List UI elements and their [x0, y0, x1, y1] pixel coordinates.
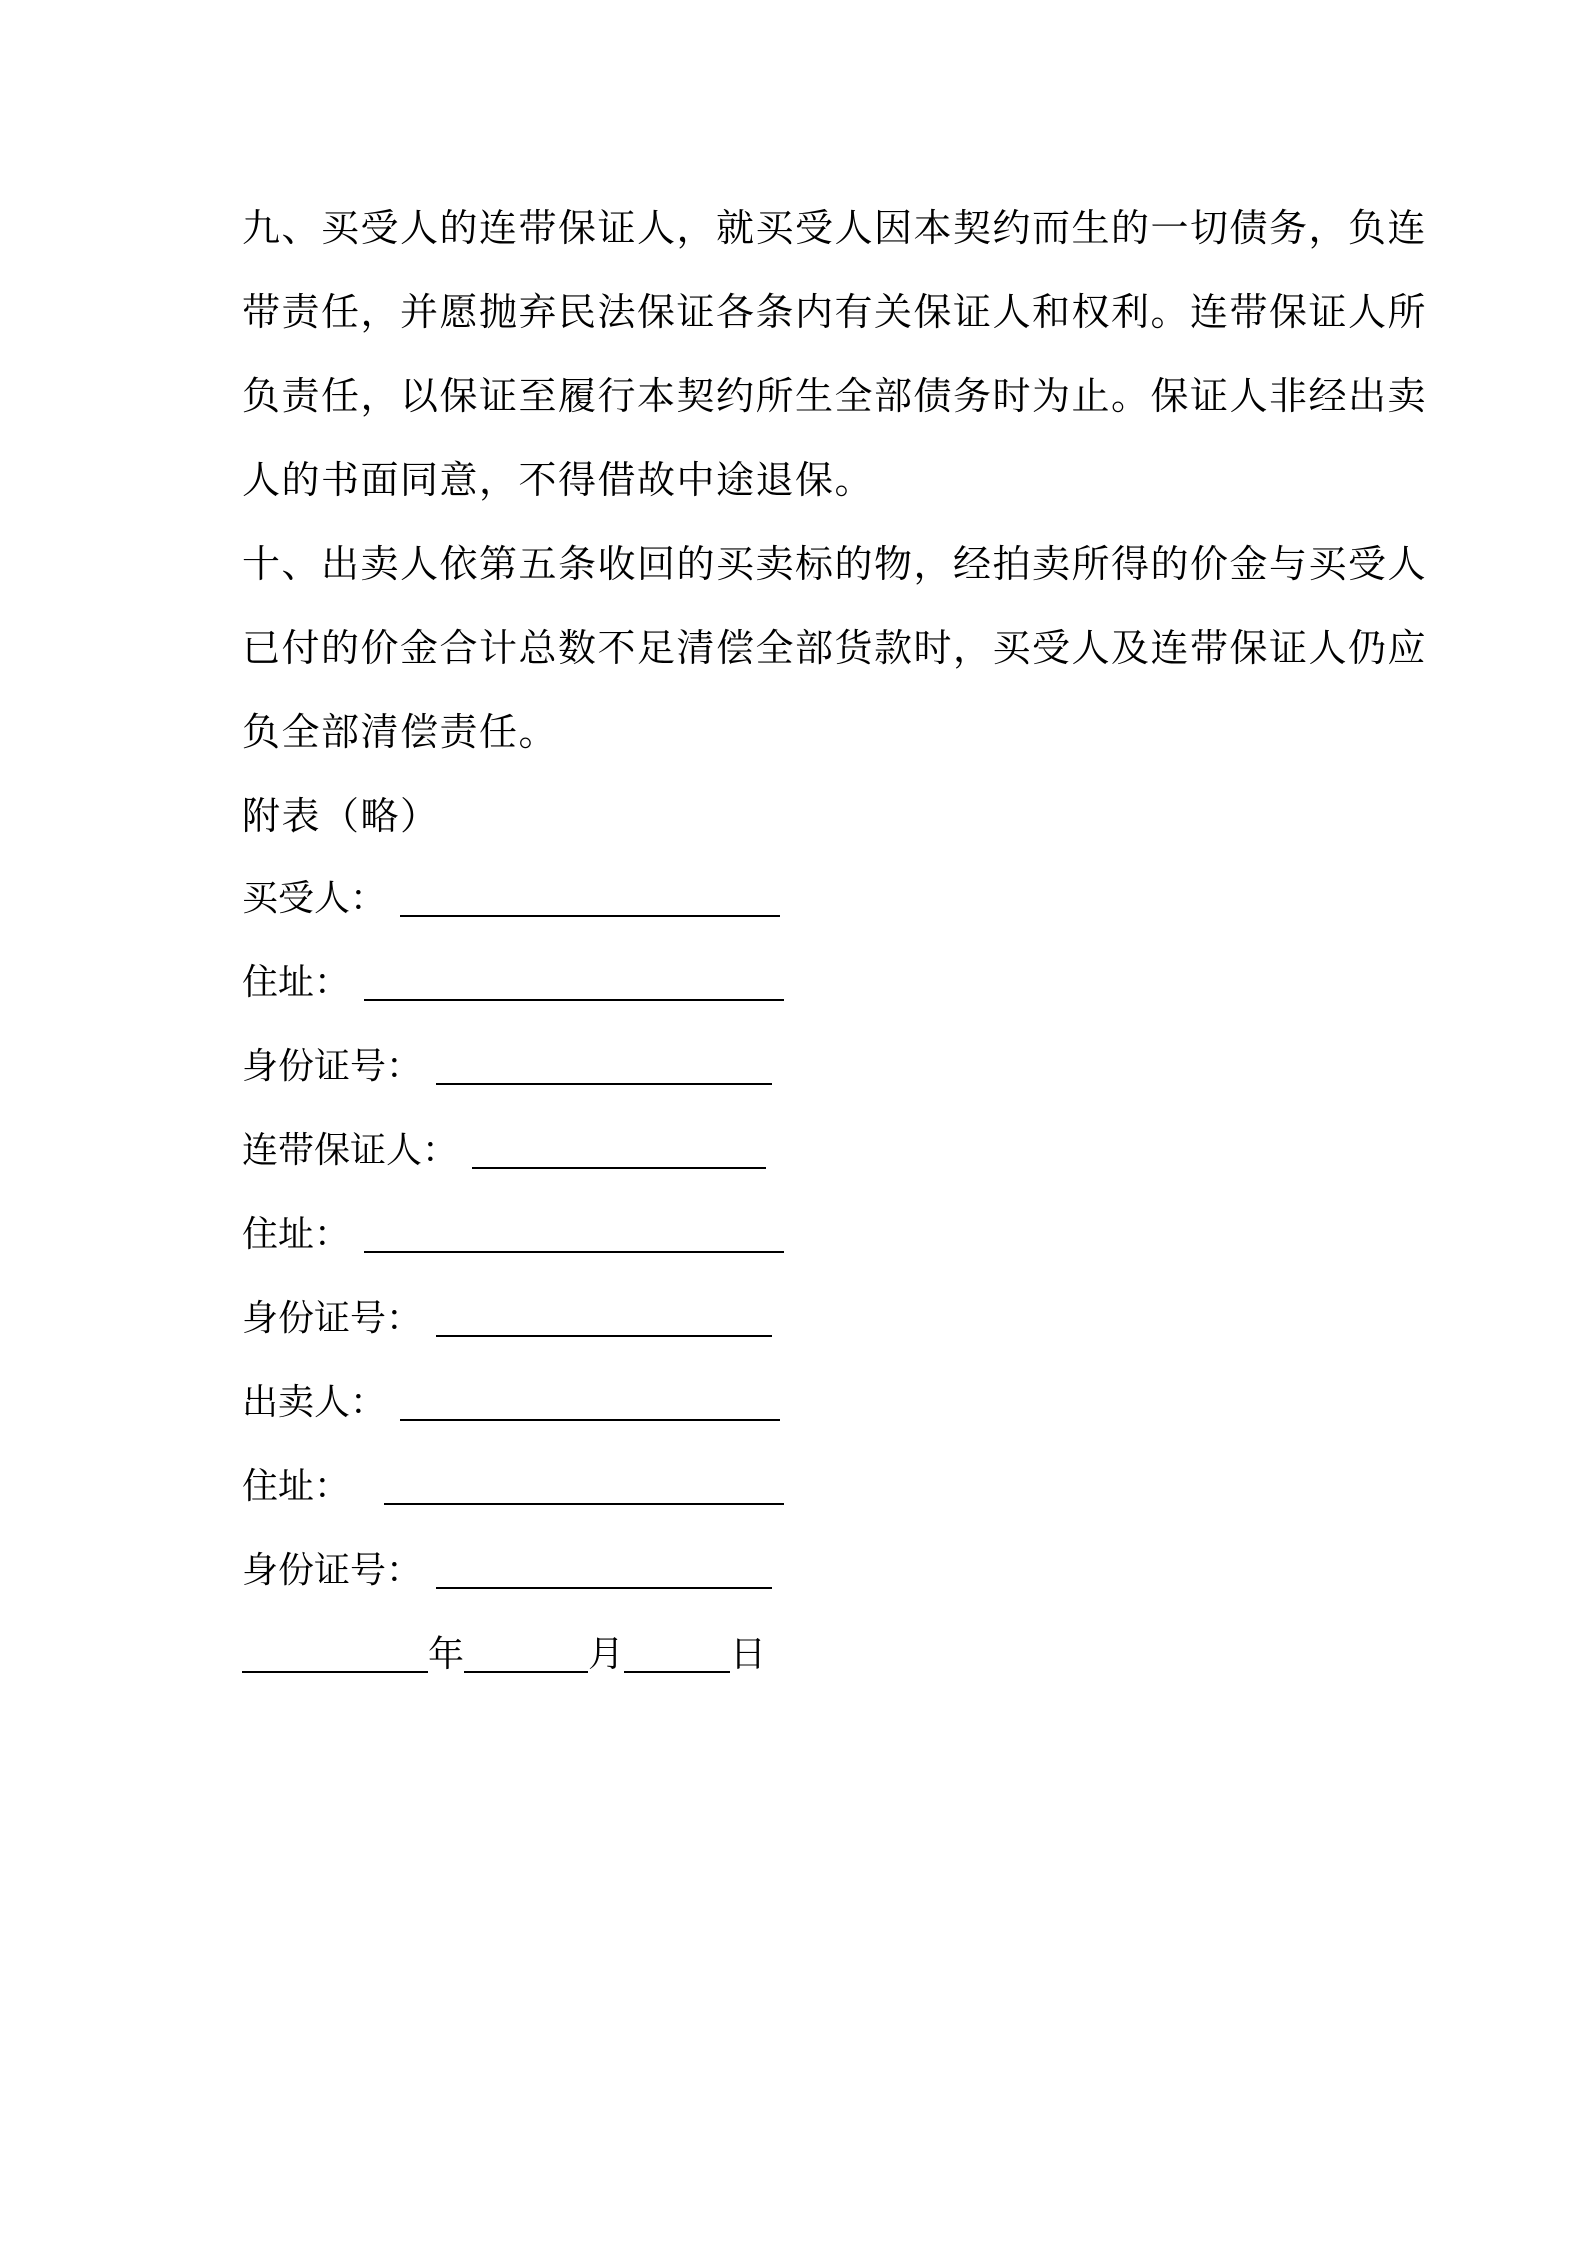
guarantor-id-label: 身份证号：: [242, 1298, 423, 1339]
buyer-id-label: 身份证号：: [242, 1046, 423, 1087]
year-label: 年: [428, 1634, 465, 1675]
guarantor-address-blank[interactable]: [364, 1243, 784, 1253]
appendix-note: 附表（略）: [242, 794, 440, 838]
year-blank[interactable]: [242, 1663, 428, 1673]
seller-address-field: [242, 1466, 784, 1507]
date-line: [242, 1634, 767, 1675]
seller-field: [242, 1382, 780, 1423]
clause-nine-line-4: 人的书面同意，不得借故中途退保。: [242, 458, 875, 502]
clause-nine-line-3: 负责任，以保证至履行本契约所生全部债务时为止。保证人非经出卖: [242, 374, 1428, 418]
buyer-address-label: 住址：: [242, 962, 351, 1003]
seller-id-field: [242, 1550, 772, 1591]
month-label: 月: [588, 1634, 625, 1675]
buyer-blank[interactable]: [400, 907, 780, 917]
clause-nine-line-2: 带责任，并愿抛弃民法保证各条内有关保证人和权利。连带保证人所: [242, 290, 1428, 334]
seller-address-blank[interactable]: [384, 1495, 784, 1505]
seller-id-blank[interactable]: [436, 1579, 772, 1589]
day-blank[interactable]: [624, 1663, 730, 1673]
buyer-address-field: [242, 962, 784, 1003]
clause-nine-line-1: 九、买受人的连带保证人，就买受人因本契约而生的一切债务，负连: [242, 206, 1428, 250]
buyer-address-blank[interactable]: [364, 991, 784, 1001]
clause-ten-line-3: 负全部清偿责任。: [242, 710, 559, 754]
buyer-field: [242, 878, 780, 919]
guarantor-address-field: [242, 1214, 784, 1255]
guarantor-field: [242, 1130, 766, 1171]
buyer-id-field: [242, 1046, 772, 1087]
guarantor-id-field: [242, 1298, 772, 1339]
seller-blank[interactable]: [400, 1411, 780, 1421]
seller-id-label: 身份证号：: [242, 1550, 423, 1591]
guarantor-id-blank[interactable]: [436, 1327, 772, 1337]
month-blank[interactable]: [464, 1663, 588, 1673]
clause-ten-line-2: 已付的价金合计总数不足清偿全部货款时，买受人及连带保证人仍应: [242, 626, 1428, 670]
guarantor-address-label: 住址：: [242, 1214, 351, 1255]
buyer-label: 买受人：: [242, 878, 387, 919]
buyer-id-blank[interactable]: [436, 1075, 772, 1085]
day-label: 日: [730, 1634, 767, 1675]
guarantor-label: 连带保证人：: [242, 1130, 459, 1171]
seller-label: 出卖人：: [242, 1382, 387, 1423]
seller-address-label: 住址：: [242, 1466, 351, 1507]
clause-ten-line-1: 十、出卖人依第五条收回的买卖标的物，经拍卖所得的价金与买受人: [242, 542, 1428, 586]
guarantor-blank[interactable]: [472, 1159, 766, 1169]
